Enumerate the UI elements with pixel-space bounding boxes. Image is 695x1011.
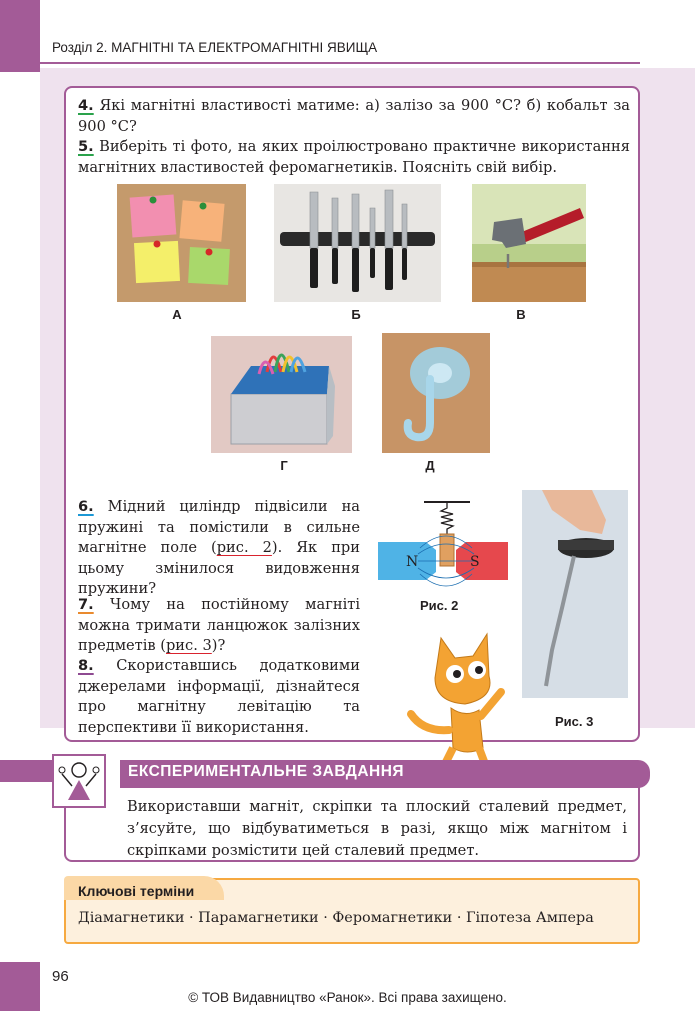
task-6-text-a: Мідний циліндр підвісили на пружині та помістили в сильне магнітне поле ( [78, 498, 360, 556]
task-7-figure-ref[interactable]: рис. 3 [165, 637, 212, 654]
task-6-text-b: ). Як при цьому змінилося видовження пружини? [78, 539, 360, 597]
photo-b-label: Б [351, 307, 361, 322]
task-8-number: 8. [78, 657, 94, 674]
task-4-number: 4. [78, 97, 94, 114]
header-divider [40, 62, 640, 64]
task-5 [78, 137, 630, 178]
task-7-text-b: )? [211, 637, 226, 654]
task-7-number: 7. [78, 596, 94, 613]
experiment-stripe [0, 760, 55, 782]
copyright-notice: © ТОВ Видавництво «Ранок». Всі права захищено. [188, 990, 507, 1005]
photo-b-knives [274, 184, 441, 302]
task-4 [78, 96, 630, 137]
task-8-text: Скориставшись додатковими джерелами інформації, дізнайтеся про магнітну левітацію та перспективи її використання. [78, 657, 360, 736]
page-number: 96 [52, 968, 69, 985]
photo-d-label: Г [280, 458, 288, 473]
task-8 [78, 656, 360, 738]
key-terms-list: Діамагнетики · Парамагнетики · Феромагнетики · Гіпотеза Ампера [78, 910, 594, 926]
experiment-icon [52, 754, 106, 808]
task-5-number: 5. [78, 138, 94, 155]
cat-mascot-illustration [405, 618, 515, 768]
pole-s-label: S [470, 554, 480, 570]
photo-e-suction-hook [382, 333, 490, 453]
figure-2-diagram [378, 498, 508, 590]
photo-c-hammer [472, 184, 586, 302]
task-7-text-a: Чому на постійному магніті можна тримати ланцюжок залізних предметів ( [78, 596, 360, 654]
figure-3-caption: Рис. 3 [555, 714, 594, 729]
photo-e-label: Д [425, 458, 435, 473]
section-header: Розділ 2. МАГНІТНІ ТА ЕЛЕКТРОМАГНІТНІ ЯВИЩА [52, 40, 378, 55]
key-terms-title: Ключові терміни [78, 883, 195, 899]
task-4-text: Які магнітні властивості матиме: а) залізо за 900 °С? б) кобальт за 900 °С? [78, 97, 630, 135]
task-5-text: Виберіть ті фото, на яких проілюстровано практичне використання магнітних властивостей феромагнетиків. Поясніть свій вибір. [78, 138, 630, 176]
photo-c-label: В [516, 307, 526, 322]
task-6 [78, 497, 360, 600]
figure-3-photo [522, 490, 628, 698]
experiment-text: Використавши магніт, скріпки та плоский сталевий предмет, з’ясуйте, що відбуватиметься в разі, якщо між магнітом і скріпками розмістити цей сталевий предмет. [127, 798, 627, 859]
task-7 [78, 595, 360, 657]
task-6-number: 6. [78, 498, 94, 515]
pole-n-label: N [406, 554, 419, 570]
photo-d-paperclip-holder [211, 336, 352, 453]
photo-a-label: А [172, 307, 182, 322]
photo-a-sticky-notes [117, 184, 246, 302]
experiment-title: ЕКСПЕРИМЕНТАЛЬНЕ ЗАВДАННЯ [128, 763, 405, 780]
figure-2-caption: Рис. 2 [420, 598, 459, 613]
header-tab [0, 0, 40, 72]
task-6-figure-ref[interactable]: рис. 2 [216, 539, 272, 556]
